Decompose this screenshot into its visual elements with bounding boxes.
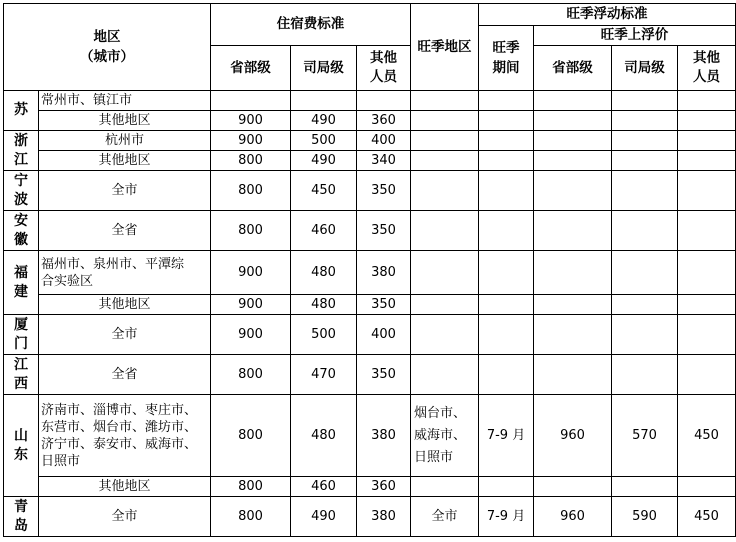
- peak-bureau-cell: [612, 151, 678, 171]
- province-cell: 宁 波: [4, 171, 39, 211]
- peak-region-cell: [411, 171, 479, 211]
- peak-other-cell: [678, 111, 736, 131]
- city-cell: 其他地区: [39, 151, 211, 171]
- ministry-cell: 800: [211, 355, 291, 395]
- peak-period-cell: [479, 355, 534, 395]
- peak-other-cell: [678, 355, 736, 395]
- other-cell: 350: [357, 211, 411, 251]
- peak-period-cell: [479, 295, 534, 315]
- peak-region-cell: [411, 477, 479, 497]
- other-cell: 400: [357, 315, 411, 355]
- header-region-city: 地区 （城市）: [4, 4, 211, 91]
- header-other: 其他 人员: [357, 46, 411, 91]
- header-peak-bureau: 司局级: [612, 46, 678, 91]
- other-cell: 350: [357, 171, 411, 211]
- peak-period-cell: [479, 477, 534, 497]
- bureau-cell: 460: [291, 211, 357, 251]
- bureau-cell: 450: [291, 171, 357, 211]
- header-peak-other: 其他 人员: [678, 46, 736, 91]
- peak-region-cell: [411, 151, 479, 171]
- province-cell: 浙 江: [4, 131, 39, 171]
- peak-ministry-cell: [534, 355, 612, 395]
- header-peak-ministry: 省部级: [534, 46, 612, 91]
- other-cell: 340: [357, 151, 411, 171]
- peak-period-cell: [479, 131, 534, 151]
- ministry-cell: 800: [211, 497, 291, 537]
- peak-bureau-cell: [612, 355, 678, 395]
- other-cell: 350: [357, 295, 411, 315]
- ministry-cell: 800: [211, 211, 291, 251]
- other-cell: 360: [357, 111, 411, 131]
- bureau-cell: 490: [291, 111, 357, 131]
- ministry-cell: 800: [211, 151, 291, 171]
- peak-bureau-cell: [612, 211, 678, 251]
- peak-bureau-cell: 570: [612, 395, 678, 477]
- peak-period-cell: [479, 315, 534, 355]
- other-cell: [357, 91, 411, 111]
- peak-period-cell: [479, 251, 534, 295]
- peak-ministry-cell: 960: [534, 497, 612, 537]
- peak-ministry-cell: [534, 111, 612, 131]
- city-cell: 全市: [39, 497, 211, 537]
- other-cell: 380: [357, 395, 411, 477]
- peak-ministry-cell: [534, 211, 612, 251]
- peak-bureau-cell: [612, 477, 678, 497]
- city-cell: 全市: [39, 171, 211, 211]
- city-cell: 福州市、泉州市、平潭综 合实验区: [39, 251, 211, 295]
- province-cell: 江 西: [4, 355, 39, 395]
- province-cell: 山 东: [4, 395, 39, 497]
- peak-ministry-cell: [534, 151, 612, 171]
- city-cell: 全省: [39, 355, 211, 395]
- peak-other-cell: [678, 211, 736, 251]
- peak-region-cell: [411, 91, 479, 111]
- table-row: [4, 295, 736, 315]
- city-cell: 全市: [39, 315, 211, 355]
- city-cell: 其他地区: [39, 111, 211, 131]
- peak-region-cell: [411, 355, 479, 395]
- other-cell: 360: [357, 477, 411, 497]
- table-row: [4, 497, 736, 537]
- peak-other-cell: [678, 91, 736, 111]
- peak-region-cell: 全市: [411, 497, 479, 537]
- peak-period-cell: [479, 91, 534, 111]
- province-cell: 安 徽: [4, 211, 39, 251]
- peak-ministry-cell: [534, 131, 612, 151]
- table-row: [4, 477, 736, 497]
- table-row: [4, 111, 736, 131]
- peak-period-cell: [479, 171, 534, 211]
- bureau-cell: [291, 91, 357, 111]
- peak-ministry-cell: 960: [534, 395, 612, 477]
- peak-region-cell: [411, 295, 479, 315]
- table-row: [4, 131, 736, 151]
- table-row: [4, 355, 736, 395]
- city-cell: 其他地区: [39, 477, 211, 497]
- ministry-cell: 900: [211, 111, 291, 131]
- peak-bureau-cell: [612, 251, 678, 295]
- peak-bureau-cell: [612, 295, 678, 315]
- city-cell: 其他地区: [39, 295, 211, 315]
- peak-other-cell: [678, 131, 736, 151]
- peak-period-cell: 7-9 月: [479, 497, 534, 537]
- peak-period-cell: [479, 211, 534, 251]
- header-peak-float-standard: 旺季浮动标准: [479, 4, 736, 26]
- table-row: [4, 151, 736, 171]
- table-row: [4, 211, 736, 251]
- table-row: [4, 251, 736, 295]
- peak-other-cell: [678, 315, 736, 355]
- province-cell: 福 建: [4, 251, 39, 315]
- ministry-cell: [211, 91, 291, 111]
- city-cell: 常州市、镇江市: [39, 91, 211, 111]
- peak-other-cell: [678, 477, 736, 497]
- table-row: [4, 395, 736, 477]
- peak-region-cell: [411, 315, 479, 355]
- bureau-cell: 490: [291, 151, 357, 171]
- other-cell: 350: [357, 355, 411, 395]
- peak-ministry-cell: [534, 315, 612, 355]
- peak-bureau-cell: [612, 111, 678, 131]
- bureau-cell: 490: [291, 497, 357, 537]
- peak-bureau-cell: [612, 91, 678, 111]
- table-row: [4, 171, 736, 211]
- peak-other-cell: [678, 151, 736, 171]
- peak-bureau-cell: [612, 315, 678, 355]
- peak-bureau-cell: [612, 131, 678, 151]
- peak-ministry-cell: [534, 477, 612, 497]
- bureau-cell: 500: [291, 315, 357, 355]
- bureau-cell: 470: [291, 355, 357, 395]
- peak-other-cell: [678, 251, 736, 295]
- header-peak-period: 旺季 期间: [479, 26, 534, 91]
- peak-period-cell: 7-9 月: [479, 395, 534, 477]
- peak-region-cell: [411, 251, 479, 295]
- header-peak-region: 旺季地区: [411, 4, 479, 91]
- city-cell: 杭州市: [39, 131, 211, 151]
- peak-other-cell: [678, 295, 736, 315]
- peak-region-cell: [411, 131, 479, 151]
- peak-ministry-cell: [534, 171, 612, 211]
- peak-region-cell: [411, 111, 479, 131]
- province-cell: 苏: [4, 91, 39, 131]
- header-ministry: 省部级: [211, 46, 291, 91]
- province-cell: 厦 门: [4, 315, 39, 355]
- other-cell: 400: [357, 131, 411, 151]
- bureau-cell: 500: [291, 131, 357, 151]
- ministry-cell: 900: [211, 251, 291, 295]
- lodging-standard-table: [3, 3, 736, 537]
- ministry-cell: 900: [211, 315, 291, 355]
- ministry-cell: 800: [211, 171, 291, 211]
- header-lodging-standard: 住宿费标准: [211, 4, 411, 46]
- other-cell: 380: [357, 497, 411, 537]
- peak-other-cell: 450: [678, 395, 736, 477]
- peak-other-cell: 450: [678, 497, 736, 537]
- ministry-cell: 800: [211, 395, 291, 477]
- peak-ministry-cell: [534, 251, 612, 295]
- peak-ministry-cell: [534, 91, 612, 111]
- peak-other-cell: [678, 171, 736, 211]
- header-peak-upward-price: 旺季上浮价: [534, 26, 736, 46]
- bureau-cell: 460: [291, 477, 357, 497]
- peak-region-cell: [411, 211, 479, 251]
- bureau-cell: 480: [291, 295, 357, 315]
- peak-region-cell: 烟台市、 威海市、 日照市: [411, 395, 479, 477]
- table-body: [4, 91, 736, 537]
- city-cell: 全省: [39, 211, 211, 251]
- city-cell: 济南市、淄博市、枣庄市、 东营市、烟台市、潍坊市、 济宁市、泰安市、威海市、 日照市: [39, 395, 211, 477]
- ministry-cell: 800: [211, 477, 291, 497]
- peak-period-cell: [479, 111, 534, 131]
- bureau-cell: 480: [291, 251, 357, 295]
- ministry-cell: 900: [211, 295, 291, 315]
- province-cell: 青 岛: [4, 497, 39, 537]
- bureau-cell: 480: [291, 395, 357, 477]
- ministry-cell: 900: [211, 131, 291, 151]
- table-row: [4, 91, 736, 111]
- peak-ministry-cell: [534, 295, 612, 315]
- peak-bureau-cell: 590: [612, 497, 678, 537]
- header-bureau: 司局级: [291, 46, 357, 91]
- other-cell: 380: [357, 251, 411, 295]
- peak-bureau-cell: [612, 171, 678, 211]
- table-row: [4, 315, 736, 355]
- peak-period-cell: [479, 151, 534, 171]
